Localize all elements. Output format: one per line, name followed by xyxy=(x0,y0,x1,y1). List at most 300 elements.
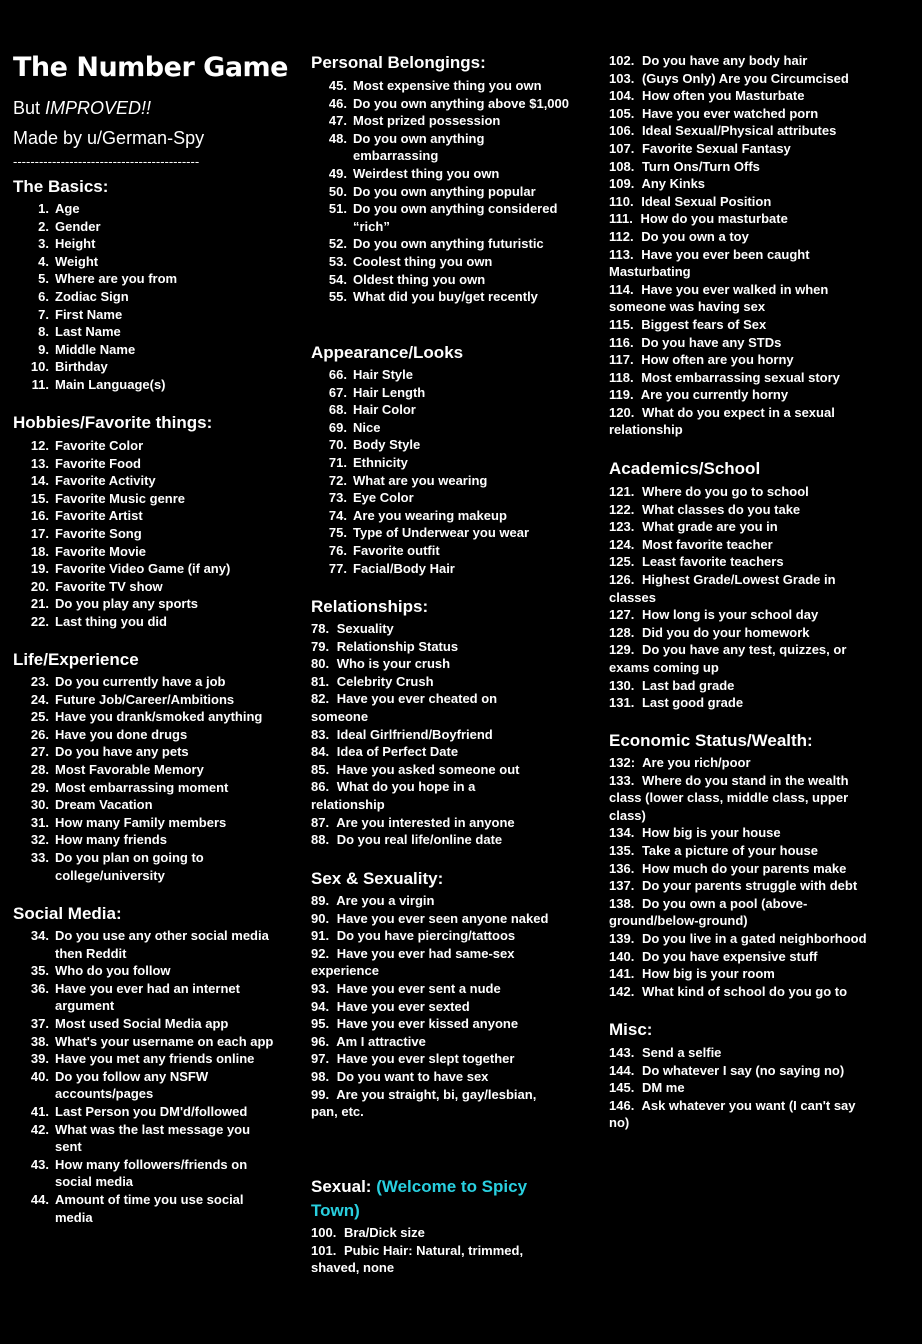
item-number: 36. xyxy=(30,980,49,996)
list-item xyxy=(609,105,859,123)
list-item xyxy=(13,578,283,596)
item-number: 111. xyxy=(609,211,633,227)
item-number: 82. xyxy=(311,691,330,707)
item-text: Do you own anything futuristic xyxy=(353,236,544,252)
list-item xyxy=(311,1224,539,1242)
item-text: What was the last message you sent xyxy=(55,1121,251,1155)
item-number: 79. xyxy=(311,638,330,654)
item-text: How big is your room xyxy=(641,966,775,982)
list-item xyxy=(311,366,573,384)
item-text: Favorite outfit xyxy=(353,542,440,558)
item-number: 104. xyxy=(609,88,635,104)
item-text: Oldest thing you own xyxy=(353,271,486,287)
item-number: 19. xyxy=(30,561,49,577)
item-number: 3. xyxy=(38,236,49,252)
item-text: Do you want to have sex xyxy=(336,1068,489,1084)
item-number: 54. xyxy=(328,271,347,287)
list-item xyxy=(609,369,859,387)
list-item xyxy=(609,87,859,105)
item-number: 40. xyxy=(30,1068,49,1084)
item-number: 135. xyxy=(609,842,635,858)
item-text: Most prized possession xyxy=(353,113,501,129)
item-text: Do you have any test, quizzes, or exams coming up xyxy=(609,642,847,675)
item-text: Most embarrassing sexual story xyxy=(641,369,840,385)
item-number: 41. xyxy=(30,1103,49,1119)
item-number: 114. xyxy=(609,281,634,297)
list-item xyxy=(311,910,566,928)
list-item xyxy=(311,472,573,490)
list-item xyxy=(311,165,573,183)
list-item xyxy=(609,983,871,1001)
item-number: 68. xyxy=(328,402,347,418)
item-number: 118. xyxy=(609,369,634,385)
item-number: 34. xyxy=(30,928,49,943)
item-number: 139. xyxy=(609,930,635,946)
list-item xyxy=(609,571,864,606)
item-text: Are you currently horny xyxy=(640,387,789,403)
item-text: Do you own a toy xyxy=(641,228,749,244)
section-title-sexual xyxy=(311,1175,551,1223)
list-item xyxy=(13,507,283,525)
list-item xyxy=(13,437,283,455)
item-text: Do you have piercing/tattoos xyxy=(336,928,516,944)
item-text: Hair Color xyxy=(353,402,416,418)
item-number: 80. xyxy=(311,656,330,672)
list-item xyxy=(13,525,283,543)
item-text: Favorite Sexual Fantasy xyxy=(641,140,791,156)
list-item xyxy=(13,743,275,761)
item-text: Do you own anything popular xyxy=(353,183,536,199)
list-item xyxy=(13,1050,275,1068)
item-number: 92. xyxy=(311,945,330,961)
item-text: Do you own anything considered “rich” xyxy=(353,201,558,234)
item-number: 122. xyxy=(609,501,635,517)
list-item xyxy=(13,1103,275,1121)
item-text: Facial/Body Hair xyxy=(353,560,455,576)
list-item xyxy=(609,1062,859,1080)
item-number: 131. xyxy=(609,695,635,711)
item-text: Any Kinks xyxy=(641,176,706,192)
section-title-basics: The Basics: xyxy=(13,177,109,196)
item-text: Coolest thing you own xyxy=(353,253,493,269)
item-number: 84. xyxy=(311,744,330,760)
item-number: 109. xyxy=(609,176,635,192)
item-text: Where are you from xyxy=(55,271,178,287)
item-number: 78. xyxy=(311,621,330,636)
item-number: 18. xyxy=(30,543,49,559)
item-number: 2. xyxy=(38,218,49,234)
item-text: Have you asked someone out xyxy=(336,761,520,777)
item-text: Future Job/Career/Ambitions xyxy=(55,691,235,707)
list-item xyxy=(13,595,283,613)
item-text: Middle Name xyxy=(55,341,136,357)
item-text: Have you done drugs xyxy=(55,726,188,742)
list-item xyxy=(311,778,543,813)
item-number: 129. xyxy=(609,642,635,658)
item-text: Do you have any body hair xyxy=(641,53,808,68)
item-number: 13. xyxy=(30,455,49,471)
item-number: 46. xyxy=(328,95,347,111)
item-number: 50. xyxy=(328,183,347,199)
item-number: 136. xyxy=(609,860,635,876)
item-number: 133. xyxy=(609,772,635,788)
list-appearance xyxy=(311,366,573,577)
item-text: Have you ever seen anyone naked xyxy=(336,910,549,926)
item-number: 143. xyxy=(609,1045,635,1060)
item-text: Are you interested in anyone xyxy=(336,814,515,830)
item-text: Last bad grade xyxy=(641,677,735,693)
item-text: What do you hope in a relationship xyxy=(311,779,476,812)
item-number: 106. xyxy=(609,123,635,139)
item-number: 117. xyxy=(609,352,634,368)
item-number: 110. xyxy=(609,193,634,209)
item-number: 8. xyxy=(38,324,49,340)
item-text: Do you have any pets xyxy=(55,744,189,760)
item-number: 39. xyxy=(30,1051,49,1067)
list-item xyxy=(311,524,573,542)
item-text: First Name xyxy=(55,306,123,322)
item-text: Do you currently have a job xyxy=(55,674,226,689)
item-number: 124. xyxy=(609,536,635,552)
list-item xyxy=(609,1079,859,1097)
item-text: Ideal Sexual Position xyxy=(641,193,772,209)
item-number: 35. xyxy=(30,963,49,979)
item-text: Are you straight, bi, gay/lesbian, pan, etc. xyxy=(311,1086,537,1120)
item-text: Favorite Video Game (if any) xyxy=(55,561,231,577)
item-number: 127. xyxy=(609,607,635,623)
list-item xyxy=(13,1068,275,1103)
list-item xyxy=(609,228,859,246)
list-item xyxy=(311,288,573,306)
item-text: Do your parents struggle with debt xyxy=(641,878,858,894)
list-misc xyxy=(609,1044,859,1132)
item-text: Favorite Activity xyxy=(55,473,156,489)
list-item xyxy=(609,606,864,624)
list-item xyxy=(311,620,543,638)
list-item xyxy=(13,962,275,980)
item-number: 96. xyxy=(311,1033,330,1049)
item-text: Have you ever had same-sex experience xyxy=(311,945,515,979)
item-text: Favorite Food xyxy=(55,455,141,471)
list-item xyxy=(609,351,859,369)
item-number: 77. xyxy=(328,560,347,576)
list-item xyxy=(311,927,566,945)
list-item xyxy=(13,455,283,473)
item-number: 113. xyxy=(609,246,634,262)
item-number: 95. xyxy=(311,1016,330,1032)
item-text: Most expensive thing you own xyxy=(353,78,542,93)
item-text: Body Style xyxy=(353,437,421,453)
item-number: 74. xyxy=(328,507,347,523)
item-text: Do you have any STDs xyxy=(641,334,782,350)
item-text: Zodiac Sign xyxy=(55,288,129,304)
list-sexual-part2 xyxy=(609,52,859,439)
list-item xyxy=(13,235,283,253)
list-item xyxy=(311,560,573,578)
item-number: 31. xyxy=(30,814,49,830)
item-text: Do you follow any NSFW accounts/pages xyxy=(55,1068,209,1102)
list-item xyxy=(311,200,573,235)
list-item xyxy=(13,270,283,288)
item-text: Have you ever been caught Masturbating xyxy=(609,246,810,280)
item-number: 47. xyxy=(328,113,347,129)
item-number: 15. xyxy=(30,490,49,506)
item-number: 146. xyxy=(609,1097,635,1113)
section-title-hobbies: Hobbies/Favorite things: xyxy=(13,413,213,432)
list-sexual-part1 xyxy=(311,1224,539,1277)
item-text: Where do you go to school xyxy=(641,484,809,499)
item-text: Height xyxy=(55,236,96,252)
list-item xyxy=(609,677,864,695)
item-text: How many followers/friends on social media xyxy=(55,1156,248,1190)
item-text: Do you have expensive stuff xyxy=(641,948,818,964)
item-text: Most embarrassing moment xyxy=(55,779,229,795)
item-text: How often you Masturbate xyxy=(641,88,805,104)
item-number: 42. xyxy=(30,1121,49,1137)
list-item xyxy=(13,358,283,376)
item-text: How many Family members xyxy=(55,814,227,830)
item-text: Least favorite teachers xyxy=(641,554,784,570)
item-number: 72. xyxy=(328,472,347,488)
item-number: 90. xyxy=(311,910,330,926)
item-number: 10. xyxy=(30,359,49,375)
item-text: Relationship Status xyxy=(336,638,459,654)
list-item xyxy=(13,814,275,832)
list-item xyxy=(311,980,566,998)
item-text: Do you play any sports xyxy=(55,596,199,612)
item-text: Most used Social Media app xyxy=(55,1015,229,1031)
list-item xyxy=(311,814,543,832)
list-item xyxy=(609,386,859,404)
item-text: What grade are you in xyxy=(641,519,778,535)
list-item xyxy=(609,316,859,334)
item-number: 141. xyxy=(609,966,635,982)
list-item xyxy=(609,210,859,228)
section-title-social: Social Media: xyxy=(13,904,122,923)
item-text: Last Person you DM'd/followed xyxy=(55,1103,248,1119)
item-number: 4. xyxy=(38,253,49,269)
list-item xyxy=(609,281,859,316)
list-item xyxy=(311,1050,566,1068)
list-item xyxy=(13,1015,275,1033)
item-text: Last good grade xyxy=(641,695,744,711)
item-text: Idea of Perfect Date xyxy=(336,744,459,760)
item-number: 32. xyxy=(30,832,49,848)
list-item xyxy=(609,140,859,158)
item-text: Hair Style xyxy=(353,367,413,382)
item-number: 112. xyxy=(609,228,634,244)
item-number: 88. xyxy=(311,832,330,848)
item-number: 126. xyxy=(609,571,635,587)
list-relationships xyxy=(311,620,543,849)
item-text: What classes do you take xyxy=(641,501,801,517)
section-title-academics: Academics/School xyxy=(609,459,761,478)
item-text: Age xyxy=(55,201,80,216)
item-text: Did you do your homework xyxy=(641,624,810,640)
author-credit: Made by u/German-Spy xyxy=(13,128,205,148)
item-text: (Guys Only) Are you Circumcised xyxy=(641,70,849,86)
item-text: How do you masturbate xyxy=(640,211,788,227)
list-item xyxy=(609,175,859,193)
item-number: 23. xyxy=(30,674,49,689)
list-item xyxy=(311,655,543,673)
list-item xyxy=(13,490,283,508)
item-text: What are you wearing xyxy=(353,472,488,488)
list-item xyxy=(311,401,573,419)
list-item xyxy=(13,200,283,218)
list-item xyxy=(13,726,275,744)
list-item xyxy=(311,95,573,113)
item-number: 26. xyxy=(30,726,49,742)
list-item xyxy=(311,183,573,201)
page-title: The Number Game xyxy=(13,52,288,83)
item-number: 22. xyxy=(30,613,49,629)
list-item xyxy=(13,708,275,726)
list-item xyxy=(311,507,573,525)
list-item xyxy=(311,384,573,402)
item-text: Favorite TV show xyxy=(55,578,163,594)
list-item xyxy=(609,948,871,966)
list-item xyxy=(609,122,859,140)
list-item xyxy=(311,673,543,691)
list-item xyxy=(311,253,573,271)
item-text: How much do your parents make xyxy=(641,860,847,876)
item-number: 121. xyxy=(609,484,635,499)
item-text: Have you ever sent a nude xyxy=(336,980,501,996)
item-text: Who is your crush xyxy=(336,656,451,672)
list-item xyxy=(609,193,859,211)
item-text: Do you own anything above $1,000 xyxy=(353,95,569,111)
subtitle-emphasis: IMPROVED!! xyxy=(45,98,152,118)
list-item xyxy=(13,849,275,884)
list-item xyxy=(13,218,283,236)
list-item xyxy=(13,253,283,271)
item-number: 140. xyxy=(609,948,635,964)
item-number: 33. xyxy=(30,849,49,865)
list-item xyxy=(311,271,573,289)
item-number: 5. xyxy=(38,271,49,287)
list-basics xyxy=(13,200,283,394)
list-social xyxy=(13,927,275,1226)
list-economic xyxy=(609,754,871,1000)
divider-line: ------------------------------------------- xyxy=(13,154,200,169)
list-item xyxy=(609,553,864,571)
item-number: 37. xyxy=(30,1015,49,1031)
item-number: 145. xyxy=(609,1080,635,1096)
item-text: Type of Underwear you wear xyxy=(353,525,530,541)
section-title-economic: Economic Status/Wealth: xyxy=(609,731,813,750)
list-item xyxy=(13,673,275,691)
item-text: Have you ever slept together xyxy=(336,1051,515,1067)
list-item xyxy=(609,158,859,176)
item-text: Last Name xyxy=(55,324,121,340)
item-text: Have you ever watched porn xyxy=(641,105,819,121)
list-item xyxy=(609,52,859,70)
subtitle-prefix: But xyxy=(13,98,46,118)
list-item xyxy=(609,895,871,930)
item-text: Weirdest thing you own xyxy=(353,165,500,181)
item-text: Have you ever sexted xyxy=(336,998,470,1014)
item-text: What did you buy/get recently xyxy=(353,289,538,305)
item-number: 101. xyxy=(311,1242,337,1258)
item-text: Eye Color xyxy=(353,490,414,506)
item-number: 93. xyxy=(311,980,330,996)
item-number: 116. xyxy=(609,334,634,350)
item-text: Favorite Color xyxy=(55,438,144,453)
list-item xyxy=(13,1033,275,1051)
item-text: Biggest fears of Sex xyxy=(641,316,767,332)
list-item xyxy=(311,1015,566,1033)
item-text: How many friends xyxy=(55,832,167,848)
item-text: Where do you stand in the wealth class (lower class, middle class, upper class) xyxy=(609,772,849,823)
list-item xyxy=(609,246,859,281)
list-item xyxy=(311,1086,566,1121)
item-number: 17. xyxy=(30,525,49,541)
list-item xyxy=(13,796,275,814)
list-item xyxy=(609,824,871,842)
item-text: Pubic Hair: Natural, trimmed, shaved, none xyxy=(311,1242,524,1276)
item-text: Who do you follow xyxy=(55,963,171,979)
list-item xyxy=(13,1191,275,1226)
item-text: Turn Ons/Turn Offs xyxy=(641,158,760,174)
section-title-life: Life/Experience xyxy=(13,650,139,669)
item-number: 138. xyxy=(609,895,635,911)
item-text: Ethnicity xyxy=(353,454,408,470)
list-item xyxy=(13,779,275,797)
list-item xyxy=(13,980,275,1015)
list-item xyxy=(13,927,275,962)
item-text: How often are you horny xyxy=(641,352,794,368)
item-number: 71. xyxy=(328,454,347,470)
item-text: Do whatever I say (no saying no) xyxy=(641,1062,845,1078)
list-item xyxy=(609,1097,859,1132)
item-number: 70. xyxy=(328,437,347,453)
list-academics xyxy=(609,483,864,712)
item-number: 99. xyxy=(311,1086,330,1102)
section-title-appearance: Appearance/Looks xyxy=(311,343,464,362)
item-number: 43. xyxy=(30,1156,49,1172)
list-item xyxy=(609,860,871,878)
item-text: Favorite Artist xyxy=(55,508,143,524)
section-title-sex: Sex & Sexuality: xyxy=(311,869,444,888)
item-text: Nice xyxy=(353,419,381,435)
item-number: 120. xyxy=(609,404,635,420)
list-item xyxy=(609,754,871,772)
list-item xyxy=(311,542,573,560)
item-text: Are you a virgin xyxy=(336,893,435,908)
item-number: 14. xyxy=(30,473,49,489)
item-number: 28. xyxy=(30,761,49,777)
item-number: 52. xyxy=(328,236,347,252)
list-item xyxy=(609,483,864,501)
list-item xyxy=(311,945,566,980)
item-text: Have you ever kissed anyone xyxy=(336,1016,519,1032)
list-item xyxy=(13,288,283,306)
item-number: 25. xyxy=(30,709,49,725)
item-number: 27. xyxy=(30,744,49,760)
list-item xyxy=(13,691,275,709)
section-title-belongings: Personal Belongings: xyxy=(311,53,486,72)
item-text: Celebrity Crush xyxy=(336,673,434,689)
item-number: 87. xyxy=(311,814,330,830)
item-number: 51. xyxy=(328,201,347,217)
list-item xyxy=(609,404,859,439)
item-text: Do you own anything embarrassing xyxy=(353,130,485,164)
list-item xyxy=(311,1068,566,1086)
list-item xyxy=(609,518,864,536)
spicy-town-highlight: (Welcome to Spicy Town) xyxy=(311,1177,528,1220)
list-item xyxy=(609,965,871,983)
